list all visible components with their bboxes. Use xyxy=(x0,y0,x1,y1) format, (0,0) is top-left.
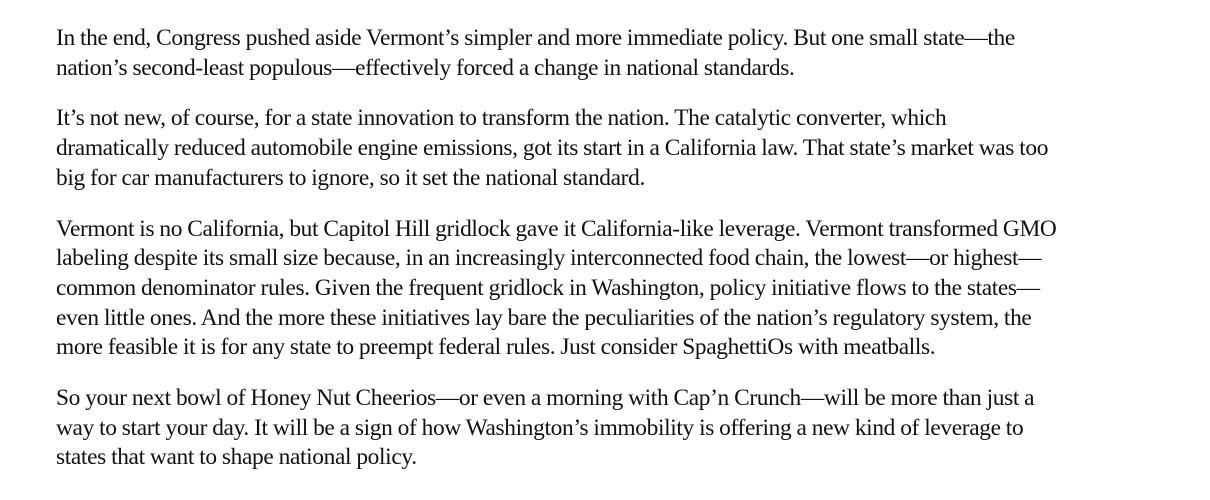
paragraph-line: It’s not new, of course, for a state innovation to transform the nation. The catalytic converter, which xyxy=(56,105,947,132)
paragraph-1 xyxy=(56,24,1176,83)
paragraph-line: In the end, Congress pushed aside Vermont’s simpler and more immediate policy. But one small state—the xyxy=(56,25,1015,51)
paragraph-line: way to start your day. It will be a sign of how Washington’s immobility is offering a new kind of leverage to xyxy=(56,414,1024,441)
paragraph-line: dramatically reduced automobile engine emissions, got its start in a California law. That state’s market was too xyxy=(56,135,1049,162)
paragraph-line: even little ones. And the more these initiatives lay bare the peculiarities of the nation’s regulatory system, the xyxy=(56,304,1032,331)
paragraph-line: labeling despite its small size because, in an increasingly interconnected food chain, the lowest—or highest— xyxy=(56,245,1042,272)
paragraph-3 xyxy=(56,215,1176,364)
paragraph-line: big for car manufacturers to ignore, so it set the national standard. xyxy=(56,164,645,191)
paragraph-line: Vermont is no California, but Capitol Hill gridlock gave it California-like leverage. Vermont transformed GMO xyxy=(56,215,1057,242)
paragraph-4 xyxy=(56,384,1176,473)
paragraph-line: more feasible it is for any state to preempt federal rules. Just consider SpaghettiOs with meatballs. xyxy=(56,334,936,361)
paragraph-line: So your next bowl of Honey Nut Cheerios—or even a morning with Cap’n Crunch—will be more than just a xyxy=(56,385,1035,412)
article-body xyxy=(56,24,1176,494)
paragraph-line: common denominator rules. Given the frequent gridlock in Washington, policy initiative flows to the states— xyxy=(56,274,1040,301)
paragraph-line: states that want to shape national policy. xyxy=(56,444,417,471)
paragraph-2 xyxy=(56,104,1176,193)
paragraph-line: nation’s second-least populous—effectively forced a change in national standards. xyxy=(56,54,795,81)
